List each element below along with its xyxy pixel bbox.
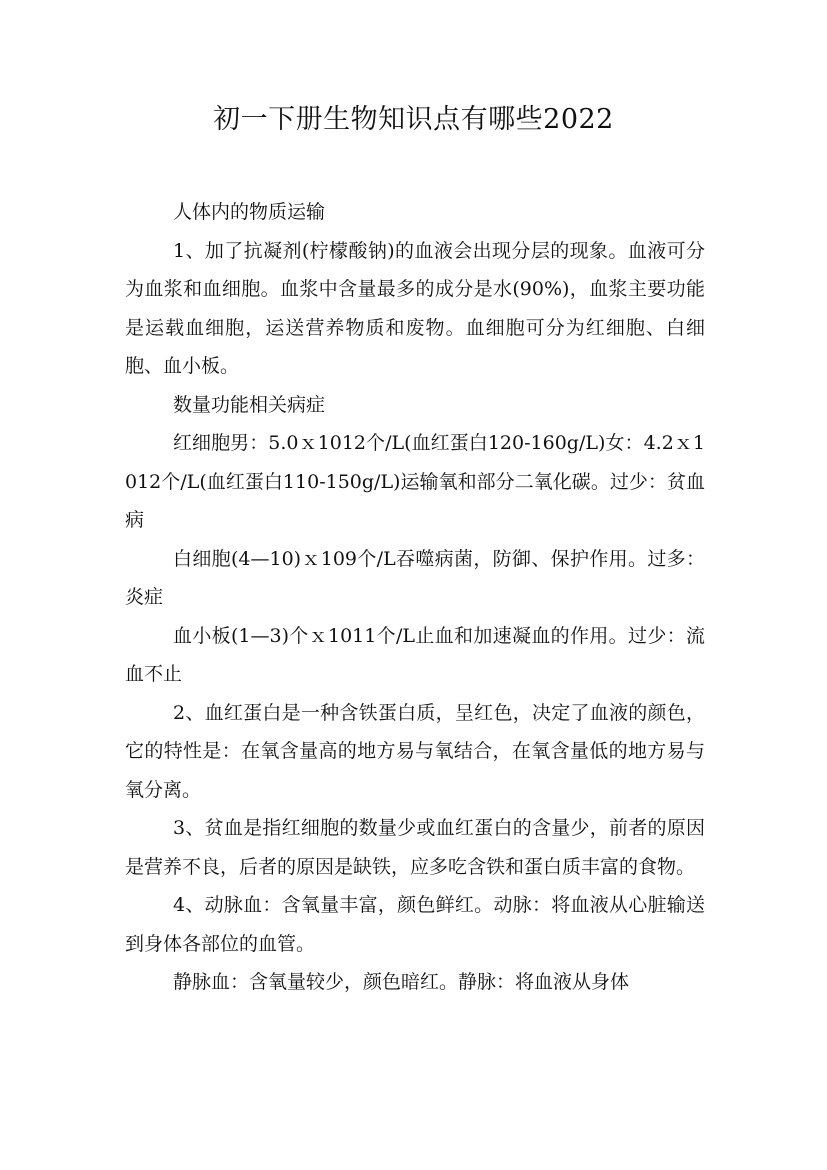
paragraph: 白细胞(4—10)ｘ109个/L吞噬病菌，防御、保护作用。过多：炎症 xyxy=(125,547,705,608)
paragraph: 3、贫血是指红细胞的数量少或血红蛋白的含量少，前者的原因是营养不良，后者的原因是缺铁，应多吃含铁和蛋白质丰富的食物。 xyxy=(125,817,705,878)
section-heading: 人体内的物质运输 xyxy=(173,201,326,223)
paragraph: 血小板(1—3)个ｘ1011个/L止血和加速凝血的作用。过少：流血不止 xyxy=(125,624,705,685)
table-heading: 数量功能相关病症 xyxy=(173,393,326,416)
document-body xyxy=(125,193,705,1002)
paragraph: 1、加了抗凝剂(柠檬酸钠)的血液会出现分层的现象。血液可分为血浆和血细胞。血浆中含量最多的成分是水(90%)，血浆主要功能是运载血细胞，运送营养物质和废物。血细胞可分为红细胞、白细胞、血小板。 xyxy=(125,239,705,377)
paragraph: 红细胞男：5.0ｘ1012个/L(血红蛋白120-160g/L)女：4.2ｘ1012个/L(血红蛋白110-150g/L)运输氧和部分二氧化碳。过少：贫血病 xyxy=(125,432,705,531)
document-title: 初一下册生物知识点有哪些2022 xyxy=(213,104,614,135)
paragraph: 4、动脉血：含氧量丰富，颜色鲜红。动脉：将血液从心脏输送到身体各部位的血管。 xyxy=(125,894,705,955)
paragraph: 静脉血：含氧量较少，颜色暗红。静脉：将血液从身体 xyxy=(173,971,630,993)
paragraph: 2、血红蛋白是一种含铁蛋白质，呈红色，决定了血液的颜色，它的特性是：在氧含量高的地方易与氧结合，在氧含量低的地方易与氧分离。 xyxy=(125,701,705,801)
